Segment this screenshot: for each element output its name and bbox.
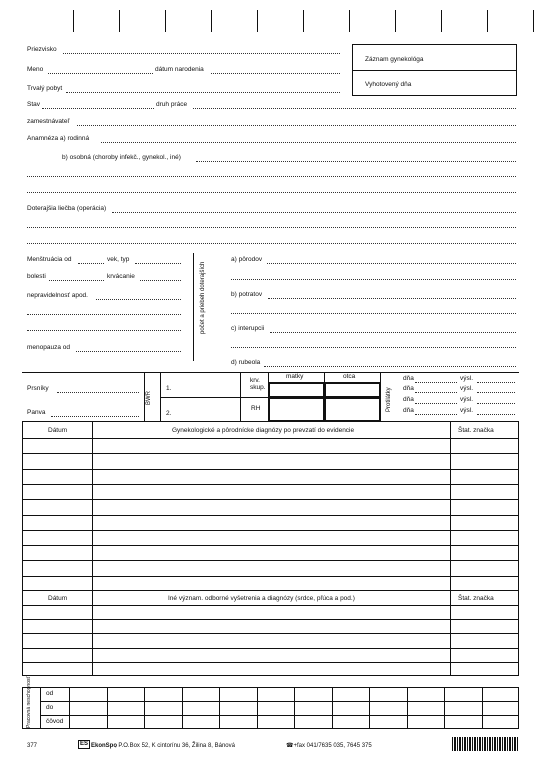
field-protilatky-vysl[interactable] [477,414,515,415]
label-krv-skup: krv. skup. [250,377,266,391]
label-bwr: BWR [146,391,152,405]
t1-header-title: Gynekologické a pôrodnícke diagnózy po prevzatí do evidencie [172,427,355,434]
brand-logo-icon: ES [80,741,89,747]
blood-div-1 [144,372,145,421]
field-krv-matky[interactable] [269,383,324,397]
header-tick [533,10,534,32]
label-datum-narodenia: dátum narodenia [155,66,204,73]
label-stav: Stav [27,101,41,108]
header-tick [349,10,350,32]
label-bwr-2: 2. [166,410,172,417]
field-anamneza-line3[interactable] [27,192,516,193]
field-panva[interactable] [51,416,139,417]
footer-address: , P.O.Box 52, K cintorínu 36, Žilina 8, Bánová [115,743,235,749]
label-anamneza-osobna: b) osobná (choroby infekč., gynekol., iné) [62,154,181,161]
label-druh-prace: druh práce [156,101,188,108]
table-row[interactable] [22,560,519,561]
field-rh-otca[interactable] [325,398,380,421]
bwr-mid [160,397,240,398]
label-interupcii: c) interupcii [231,325,265,332]
pn-column [407,687,408,729]
field-menopauza[interactable] [76,351,181,352]
label-rubeola: d) rubeola [231,359,261,366]
header-tick [395,10,396,32]
label-zaznam-gynekologa: Záznam gynekológa [365,56,424,63]
field-protilatky-dna[interactable] [415,392,457,393]
field-rubeola[interactable] [264,366,516,367]
label-nepravidelnost: nepravidelnosť apod. [27,292,88,299]
label-protilatky: Protilátky [386,387,392,412]
label-protilatky-dna: dňa [403,396,414,403]
header-tick [73,10,74,32]
field-nepravidelnost-line3[interactable] [27,330,181,331]
pn-column [107,687,108,729]
field-porodov[interactable] [267,263,516,264]
label-pocet-vertical: počet a priebeh doterajších [200,261,206,334]
field-datum-narodenia[interactable] [211,73,340,74]
header-tick [303,10,304,32]
pn-row[interactable] [40,715,519,716]
field-priezvisko[interactable] [63,53,340,54]
label-bwr-1: 1. [166,385,172,392]
table-row[interactable] [22,619,519,620]
field-protilatky-dna[interactable] [415,403,457,404]
field-potratov-line2[interactable] [231,313,516,314]
field-nepravidelnost[interactable] [96,299,181,300]
field-bolesti[interactable] [49,280,104,281]
label-protilatky-dna: dňa [403,385,414,392]
field-zamestnavatel[interactable] [77,125,516,126]
header-tick [165,10,166,32]
field-protilatky-dna[interactable] [415,382,457,383]
table-row[interactable] [22,633,519,634]
table-row[interactable] [22,545,519,546]
pn-row[interactable] [40,701,519,702]
table-row[interactable] [22,605,519,606]
label-protilatky-vysl: výsl. [460,375,473,382]
header-tick [257,10,258,32]
field-anamneza-line2[interactable] [27,176,516,177]
table-row[interactable] [22,662,519,663]
section-divider [193,253,194,361]
label-protilatky-dna: dňa [403,375,414,382]
table-row[interactable] [22,530,519,531]
label-matky: matky [286,373,304,380]
pn-column [369,687,370,729]
field-nepravidelnost-line2[interactable] [27,314,181,315]
pn-column [294,687,295,729]
field-porodov-line2[interactable] [231,279,516,280]
label-protilatky-vysl: výsl. [460,385,473,392]
header-tick [119,10,120,32]
label-porodov: a) pôrodov [231,256,263,263]
label-anamneza-rodinna: Anamnéza a) rodinná [27,135,90,142]
pn-column [332,687,333,729]
t2-header-datum: Dátum [48,595,68,602]
field-meno[interactable] [48,73,153,74]
table-row[interactable] [22,453,519,454]
field-protilatky-vysl[interactable] [477,392,515,393]
pn-column [482,687,483,729]
pn-column [219,687,220,729]
t1-header-stat: Štat. značka [458,427,494,434]
header-tick [441,10,442,32]
table-row[interactable] [22,469,519,470]
field-anamneza-osobna[interactable] [196,161,516,162]
label-vyhotoveny-dna: Vyhotovený dňa [365,81,412,88]
header-tick [211,10,212,32]
field-rh-matky[interactable] [269,398,324,421]
label-pn-od: od [46,690,54,697]
field-druh-prace[interactable] [193,108,516,109]
label-menstruacia-od: Menštruácia od [27,256,72,263]
label-potratov: b) potratov [231,291,263,298]
pn-div [40,687,41,729]
table-row[interactable] [22,515,519,516]
label-krvacanie: krvácanie [107,273,135,280]
gynecologist-box [352,44,517,96]
pn-column [182,687,183,729]
footer-code: 377 [27,743,38,749]
field-liecba-line3[interactable] [27,243,516,244]
label-pn-do: do [46,704,54,711]
label-vek-typ: vek, typ [107,256,130,263]
field-menstruacia-od[interactable] [78,263,104,264]
field-krv-otca[interactable] [325,383,380,397]
label-trvaly-pobyt: Trvalý pobyt [27,85,63,92]
field-krvacanie[interactable] [140,280,181,281]
t1-col2 [450,421,451,591]
field-anamneza-rodinna[interactable] [101,142,516,143]
label-pn-covod: čôvod [46,718,64,725]
label-meno: Meno [27,66,44,73]
pn-column [69,687,70,729]
blood-section-top [22,372,519,373]
field-protilatky-vysl[interactable] [477,382,515,383]
label-otca: otca [343,373,356,380]
t2-header-stat: Štat. značka [458,595,494,602]
field-potratov[interactable] [268,298,516,299]
t2-header-title: Iné význam. odborné vyšetrenia a diagnózy (srdce, pľúca a pod.) [168,595,355,602]
field-liecba-line2[interactable] [27,227,516,228]
blood-div-6 [380,372,381,421]
t1-col1 [92,421,93,591]
table-row[interactable] [22,484,519,485]
field-trvaly-pobyt[interactable] [66,92,340,93]
footer-phone: ☎+fax 041/7635 035, 7645 375 [286,743,372,749]
label-protilatky-vysl: výsl. [460,396,473,403]
field-stav[interactable] [42,108,154,109]
pn-column [257,687,258,729]
label-bolesti: bolesti [27,273,46,280]
field-interupcii[interactable] [270,332,516,333]
field-interupcii-line2[interactable] [231,347,516,348]
label-protilatky-vysl: výsl. [460,407,473,414]
barcode-icon [452,737,518,751]
field-vek-typ[interactable] [135,263,181,264]
label-priezvisko: Priezvisko [27,46,57,53]
table-row[interactable] [22,648,519,649]
label-doterajsia-liecba: Doterajšia liečba (operácia) [27,205,107,212]
header-tick [487,10,488,32]
footer-brand: EkonSpo [91,743,118,749]
field-protilatky-dna[interactable] [415,414,457,415]
label-pn-vertical: Pracovná neschopnosť [26,676,32,728]
table-row[interactable] [22,576,519,577]
pn-column [444,687,445,729]
label-menopauza: menopauza od [27,344,71,351]
field-protilatky-vysl[interactable] [477,403,515,404]
label-panva: Panva [27,409,46,416]
diagnoses-table [22,421,519,591]
t1-header-datum: Dátum [48,427,68,434]
field-doterajsia-liecba[interactable] [112,212,516,213]
field-prsniky[interactable] [57,392,139,393]
table-row[interactable] [22,499,519,500]
label-zamestnavatel: zamestnávateľ [27,118,70,125]
table-row[interactable] [22,438,519,439]
label-protilatky-dna: dňa [403,407,414,414]
label-prsniky: Prsníky [27,385,49,392]
label-rh: RH [251,405,261,412]
pn-column [144,687,145,729]
